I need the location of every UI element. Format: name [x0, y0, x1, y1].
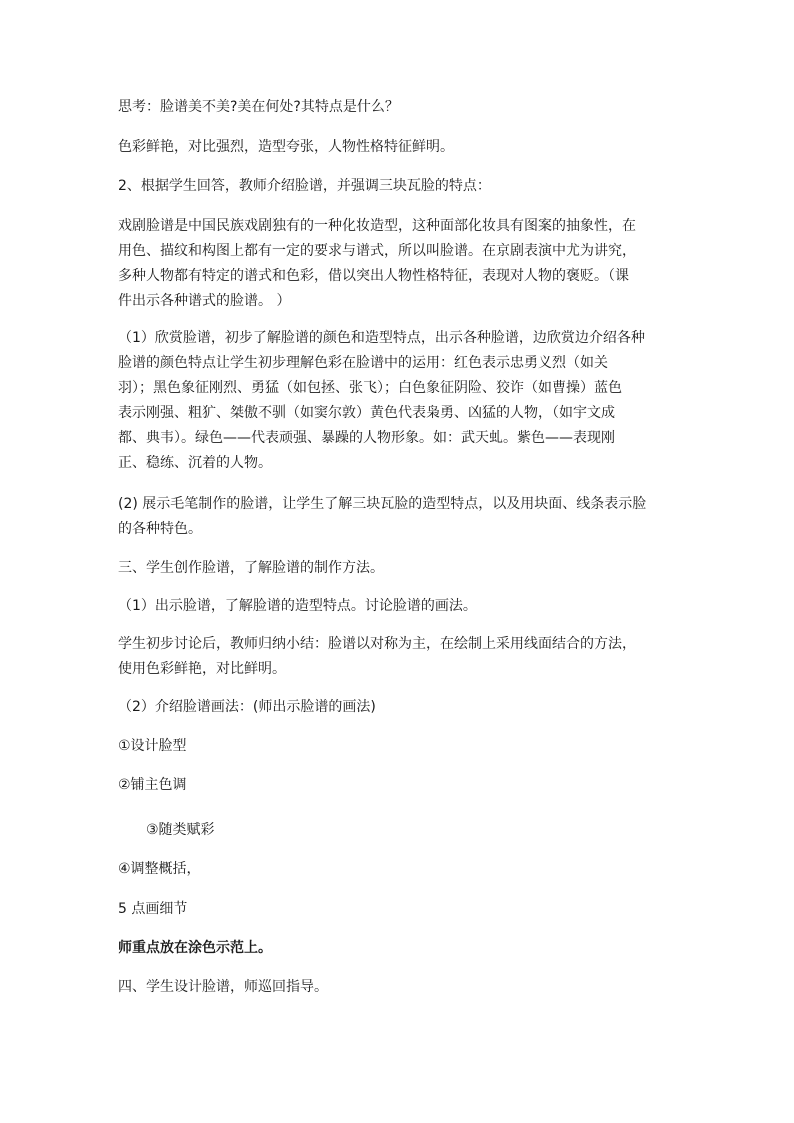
paragraph-step-2-method	[118, 695, 683, 720]
paragraph-summary	[118, 632, 683, 682]
list-item-apply-color	[146, 818, 711, 843]
text-line: ③随类赋彩	[146, 822, 215, 838]
text-line: 件出示各种谱式的脸谱。 ）	[118, 293, 291, 309]
list-item-base-color	[118, 773, 683, 798]
text-line: 都、典韦）。绿色——代表顽强、暴躁的人物形象。如：武天虬。紫色——表现刚	[118, 430, 615, 446]
text-line: 色彩鲜艳，对比强烈，造型夸张，人物性格特征鲜明。	[118, 139, 454, 155]
text-line: 学生初步讨论后，教师归纳小结：脸谱以对称为主，在绘制上采用线面结合的方法，	[118, 636, 636, 652]
text-line: 2、根据学生回答，教师介绍脸谱，并强调三块瓦脸的特点：	[118, 178, 491, 194]
text-line: （1）出示脸谱，了解脸谱的造型特点。讨论脸谱的画法。	[118, 598, 477, 614]
text-line: 戏剧脸谱是中国民族戏剧独有的一种化妆造型，这种面部化妆具有图案的抽象性，在	[118, 218, 636, 234]
list-item-adjust	[118, 857, 683, 882]
paragraph-answer	[118, 135, 683, 160]
paragraph-section-4	[118, 975, 683, 1000]
text-line: 三、学生创作脸谱，了解脸谱的制作方法。	[118, 560, 384, 576]
text-line: ④调整概括，	[118, 861, 201, 877]
paragraph-step-2	[118, 174, 683, 199]
paragraph-section-3	[118, 556, 683, 581]
text-line: 表示刚强、粗犷、桀傲不驯（如窦尔敦）黄色代表枭勇、凶猛的人物，（如宇文成	[118, 405, 615, 421]
list-item-details	[118, 897, 683, 922]
text-line: 多种人物都有特定的谱式和色彩，借以突出人物性格特征，表现对人物的褒贬。（课	[118, 268, 629, 284]
text-line: 使用色彩鲜艳，对比鲜明。	[118, 661, 286, 677]
text-line: 思考：脸谱美不美?美在何处?其特点是什么？	[118, 99, 399, 115]
paragraph-color-meaning	[118, 326, 683, 476]
paragraph-demo-focus	[118, 936, 683, 961]
text-line: 脸谱的颜色特点让学生初步理解色彩在脸谱中的运用：红色表示忠勇义烈（如关	[118, 355, 608, 371]
text-line: 5 点画细节	[118, 901, 188, 917]
paragraph-opera-intro	[118, 214, 683, 314]
text-line: 正、稳练、沉着的人物。	[118, 455, 272, 471]
text-line: 师重点放在涂色示范上。	[118, 940, 272, 956]
paragraph-brush-mask	[118, 492, 683, 542]
list-item-design-shape	[118, 734, 683, 759]
text-line: 羽）；黑色象征刚烈、勇猛（如包拯、张飞）；白色象征阴险、狡诈（如曹操）蓝色	[118, 380, 622, 396]
text-line: ①设计脸型	[118, 738, 187, 754]
text-line: (2) 展示毛笔制作的脸谱，让学生了解三块瓦脸的造型特点，以及用块面、线条表示脸	[118, 496, 647, 512]
paragraph-step-1	[118, 594, 683, 619]
text-line: 四、学生设计脸谱，师巡回指导。	[118, 979, 328, 995]
text-line: （1）欣赏脸谱，初步了解脸谱的颜色和造型特点，出示各种脸谱，边欣赏边介绍各种	[118, 330, 645, 346]
text-line: ②铺主色调	[118, 777, 187, 793]
paragraph-question	[118, 95, 683, 120]
text-line: （2）介绍脸谱画法：(师出示脸谱的画法)	[118, 699, 376, 715]
text-line: 用色、描纹和构图上都有一定的要求与谱式，所以叫脸谱。在京剧表演中尤为讲究，	[118, 243, 636, 259]
text-line: 的各种特色。	[118, 521, 202, 537]
